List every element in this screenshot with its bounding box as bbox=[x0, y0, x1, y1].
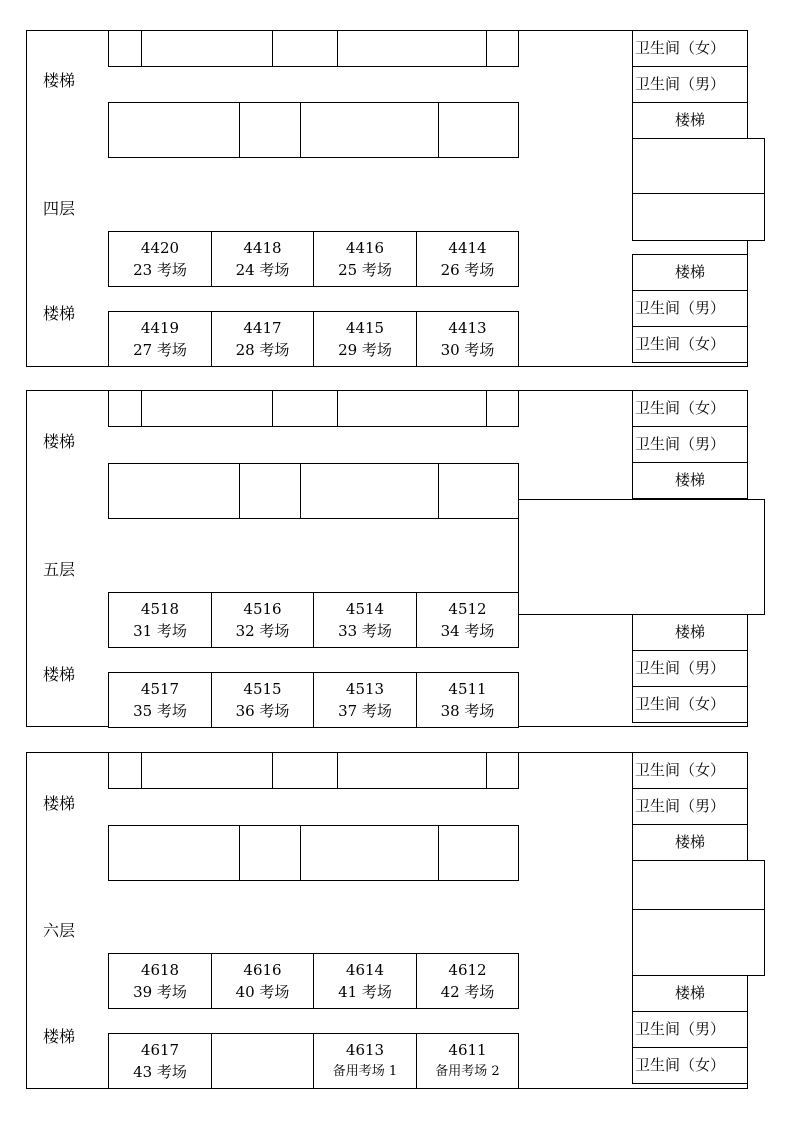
floor-4-stairs-right-top: 楼梯 bbox=[632, 102, 748, 139]
floor-5-room-4515 bbox=[211, 672, 314, 728]
exam-label: 备用考场 2 bbox=[435, 1064, 500, 1079]
floor-5-top-strip-room bbox=[141, 390, 273, 427]
floor-5-room-4517 bbox=[108, 672, 212, 728]
floor-4-stairs-right-bottom: 楼梯 bbox=[632, 254, 748, 291]
floor-4-stairs-label-top: 楼梯 bbox=[43, 71, 76, 90]
exam-label: 42 考场 bbox=[440, 983, 495, 1001]
exam-label: 34 考场 bbox=[440, 622, 495, 640]
room-number: 4516 bbox=[243, 600, 282, 618]
floor-4-name: 四层 bbox=[43, 199, 76, 218]
floor-5-middle-room bbox=[438, 463, 519, 519]
exam-label: 备用考场 1 bbox=[332, 1064, 398, 1079]
floor-5-toilet-female-top: 卫生间（女） bbox=[632, 390, 748, 427]
room-number: 4514 bbox=[345, 600, 385, 618]
floor-4-toilet-female-top: 卫生间（女） bbox=[632, 30, 748, 67]
floor-6-middle-room bbox=[108, 825, 240, 881]
floor-4-room-4416 bbox=[313, 231, 417, 287]
floor-5-middle-room bbox=[300, 463, 439, 519]
room-number: 4511 bbox=[448, 680, 487, 698]
floor-5-top-strip-room bbox=[108, 390, 142, 427]
floor-5-room-4518 bbox=[108, 592, 212, 648]
exam-label: 27 考场 bbox=[133, 341, 187, 359]
floor-6-room-4618 bbox=[108, 953, 212, 1009]
exam-label: 35 考场 bbox=[133, 702, 187, 720]
floor-6-top-strip-room bbox=[337, 752, 487, 789]
floor-5-toilet-male-bottom: 卫生间（男） bbox=[632, 650, 748, 687]
room-number: 4611 bbox=[448, 1041, 487, 1059]
exam-label: 24 考场 bbox=[235, 261, 290, 279]
exam-label: 30 考场 bbox=[440, 341, 495, 359]
floor-5-top-strip-room bbox=[272, 390, 338, 427]
exam-label: 39 考场 bbox=[133, 983, 187, 1001]
floor-6-room-4617 bbox=[108, 1033, 212, 1089]
floor-4-top-strip-room bbox=[272, 30, 338, 67]
exam-label: 32 考场 bbox=[235, 622, 290, 640]
room-number: 4512 bbox=[448, 600, 487, 618]
floor-6-toilet-male-bottom: 卫生间（男） bbox=[632, 1011, 748, 1048]
floor-6-middle-room bbox=[300, 825, 439, 881]
floor-5-stairs-right-bottom: 楼梯 bbox=[632, 614, 748, 651]
floor-4-room-4417 bbox=[211, 311, 314, 367]
floor-4-room-4419 bbox=[108, 311, 212, 367]
floor-5-top-strip-room bbox=[486, 390, 519, 427]
floor-4-room-4413 bbox=[416, 311, 519, 367]
floor-5-right-annex bbox=[518, 499, 765, 615]
floor-6-toilet-female-bottom: 卫生间（女） bbox=[632, 1047, 748, 1084]
floor-5-stairs-label-top: 楼梯 bbox=[43, 432, 76, 451]
exam-label: 26 考场 bbox=[440, 261, 495, 279]
room-number: 4414 bbox=[448, 239, 487, 257]
exam-label: 31 考场 bbox=[133, 622, 187, 640]
floor-4-top-strip-room bbox=[486, 30, 519, 67]
room-number: 4420 bbox=[140, 239, 180, 257]
floor-4-stairs-label-bottom: 楼梯 bbox=[43, 304, 76, 323]
floor-5-stairs-right-top: 楼梯 bbox=[632, 462, 748, 499]
exam-label: 25 考场 bbox=[338, 261, 392, 279]
room-number: 4515 bbox=[243, 680, 282, 698]
room-number: 4518 bbox=[140, 600, 180, 618]
floor-5-room-4511 bbox=[416, 672, 519, 728]
floor-5-toilet-male-top: 卫生间（男） bbox=[632, 426, 748, 463]
floor-4-top-strip-room bbox=[108, 30, 142, 67]
floor-4-top-strip-room bbox=[337, 30, 487, 67]
floor-6-top-strip-room bbox=[272, 752, 338, 789]
exam-label: 33 考场 bbox=[338, 622, 392, 640]
floor-5-middle-room bbox=[239, 463, 301, 519]
floor-6-top-strip-room bbox=[141, 752, 273, 789]
exam-label: 37 考场 bbox=[338, 702, 392, 720]
floor-4-top-strip-room bbox=[141, 30, 273, 67]
floor-5-room-4514 bbox=[313, 592, 417, 648]
exam-label: 38 考场 bbox=[440, 702, 495, 720]
floor-6-middle-room bbox=[438, 825, 519, 881]
room-number: 4617 bbox=[140, 1041, 180, 1059]
floor-4-room-4414 bbox=[416, 231, 519, 287]
floor-4-middle-room bbox=[108, 102, 240, 158]
floor-4-room-4420 bbox=[108, 231, 212, 287]
exam-label: 43 考场 bbox=[133, 1063, 187, 1081]
floor-6-room-4616 bbox=[211, 953, 314, 1009]
floor-6-right-annex bbox=[632, 909, 765, 976]
floor-6-room-4614 bbox=[313, 953, 417, 1009]
floor-4-toilet-male-top: 卫生间（男） bbox=[632, 66, 748, 103]
room-number: 4419 bbox=[140, 319, 180, 337]
exam-label: 28 考场 bbox=[235, 341, 290, 359]
floor-6-room-empty bbox=[211, 1033, 314, 1089]
room-number: 4613 bbox=[345, 1041, 385, 1059]
floor-6-stairs-label-top: 楼梯 bbox=[43, 794, 76, 813]
room-number: 4413 bbox=[448, 319, 487, 337]
room-number: 4612 bbox=[448, 961, 487, 979]
floor-6-top-strip-room bbox=[108, 752, 142, 789]
floor-6-room-4611 bbox=[416, 1033, 519, 1089]
room-number: 4416 bbox=[345, 239, 385, 257]
floor-6-middle-room bbox=[239, 825, 301, 881]
floor-4-toilet-female-bottom: 卫生间（女） bbox=[632, 326, 748, 363]
exam-label: 29 考场 bbox=[338, 341, 392, 359]
floor-5-toilet-female-bottom: 卫生间（女） bbox=[632, 686, 748, 723]
floor-4-middle-room bbox=[300, 102, 439, 158]
floor-6-room-4612 bbox=[416, 953, 519, 1009]
floor-6-stairs-right-top: 楼梯 bbox=[632, 824, 748, 861]
floor-5-top-strip-room bbox=[337, 390, 487, 427]
floor-6-right-annex bbox=[632, 860, 765, 910]
floor-5-room-4512 bbox=[416, 592, 519, 648]
floor-6-toilet-female-top: 卫生间（女） bbox=[632, 752, 748, 789]
room-number: 4618 bbox=[140, 961, 180, 979]
room-number: 4415 bbox=[345, 319, 385, 337]
floor-6-toilet-male-top: 卫生间（男） bbox=[632, 788, 748, 825]
floor-4-right-annex bbox=[632, 193, 765, 241]
floor-5-room-4516 bbox=[211, 592, 314, 648]
room-number: 4614 bbox=[345, 961, 385, 979]
floor-4-right-annex bbox=[632, 138, 765, 194]
floor-6-stairs-right-bottom: 楼梯 bbox=[632, 975, 748, 1012]
floor-4-middle-room bbox=[239, 102, 301, 158]
room-number: 4513 bbox=[345, 680, 385, 698]
room-number: 4616 bbox=[243, 961, 282, 979]
floor-5-stairs-label-bottom: 楼梯 bbox=[43, 665, 76, 684]
room-number: 4417 bbox=[243, 319, 282, 337]
room-number: 4517 bbox=[140, 680, 180, 698]
exam-label: 36 考场 bbox=[235, 702, 290, 720]
floor-4-room-4415 bbox=[313, 311, 417, 367]
floor-6-top-strip-room bbox=[486, 752, 519, 789]
floor-5-room-4513 bbox=[313, 672, 417, 728]
exam-label: 23 考场 bbox=[133, 261, 187, 279]
floor-5-middle-room bbox=[108, 463, 240, 519]
floor-6-stairs-label-bottom: 楼梯 bbox=[43, 1027, 76, 1046]
floor-6-name: 六层 bbox=[43, 921, 76, 940]
exam-label: 40 考场 bbox=[235, 983, 290, 1001]
floor-4-middle-room bbox=[438, 102, 519, 158]
floor-4-room-4418 bbox=[211, 231, 314, 287]
exam-label: 41 考场 bbox=[338, 983, 392, 1001]
floor-4-toilet-male-bottom: 卫生间（男） bbox=[632, 290, 748, 327]
floor-5-name: 五层 bbox=[43, 560, 76, 579]
room-number: 4418 bbox=[243, 239, 282, 257]
floor-6-room-4613 bbox=[313, 1033, 417, 1089]
